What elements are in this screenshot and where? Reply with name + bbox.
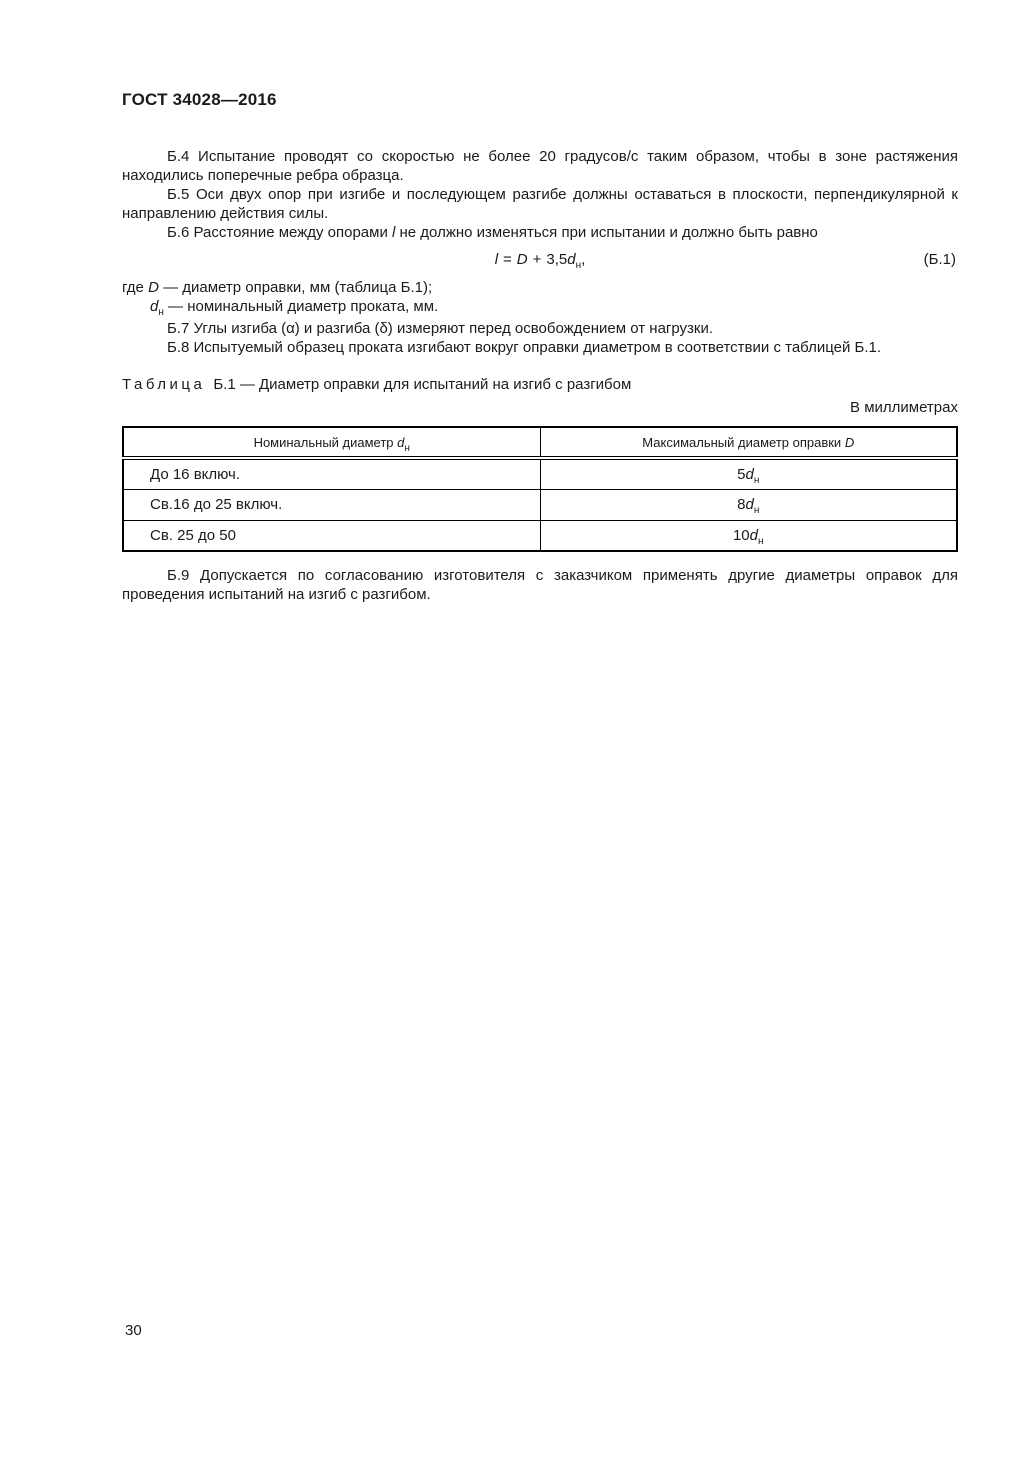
variable-d: d [150, 298, 159, 315]
table-caption-label: Таблица [122, 376, 206, 393]
formula-definitions [122, 278, 958, 316]
paragraph-b5: Б.5 Оси двух опор при изгибе и последующем разгибе должны оставаться в плоскости, перпендикулярной к направлению действия силы. [122, 186, 958, 222]
formula-expression [494, 251, 586, 271]
table-caption [122, 375, 958, 394]
page-number: 30 [125, 1322, 142, 1339]
range-cell: До 16 включ. [123, 458, 540, 489]
variable-d-subscript: н [158, 307, 164, 318]
table-row [123, 489, 957, 520]
formula-variable-l: l [494, 251, 499, 268]
value-cell [540, 458, 957, 489]
column-header-max-text: Максимальный диаметр оправки [642, 434, 845, 450]
range-cell: Св. 25 до 50 [150, 526, 236, 544]
definition-D-text: — диаметр оправки, мм (таблица Б.1); [158, 279, 433, 296]
table-b1 [122, 426, 958, 552]
column-header-subscript: н [404, 442, 410, 454]
formula-coefficient: 3,5 [546, 251, 568, 268]
plus-sign: + [532, 251, 542, 268]
paragraph-b9: Б.9 Допускается по согласованию изготовителя с заказчиком применять другие диаметры оправок для проведения испытаний на изгиб с разгибом. [122, 567, 958, 603]
value-subscript: н [753, 505, 760, 516]
column-header-variable-D: D [844, 434, 855, 450]
value-variable-d: d [749, 526, 758, 544]
document-title: ГОСТ 34028—2016 [122, 90, 277, 109]
value-coefficient: 8 [737, 496, 746, 513]
paragraph-b4: Б.4 Испытание проводят со скоростью не более 20 градусов/с таким образом, чтобы в зоне растяжения находились поперечные ребра образца. [122, 148, 958, 184]
value-coefficient: 5 [737, 465, 746, 483]
range-cell: Св.16 до 25 включ. [123, 489, 540, 520]
formula-number: (Б.1) [923, 251, 956, 268]
value-variable-d: d [745, 465, 754, 483]
variable-D: D [148, 279, 159, 296]
units-note: В миллиметрах [850, 399, 958, 416]
value-cell [540, 489, 957, 520]
paragraph-b6 [122, 223, 958, 242]
column-header-nominal-diameter-text: Номинальный диаметр [253, 434, 398, 450]
table-caption-text: Б.1 — Диаметр оправки для испытаний на изгиб с разгибом [213, 376, 632, 393]
column-header-max-mandrel-diameter [540, 427, 957, 458]
definition-dn-text: — номинальный диаметр проката, мм. [163, 298, 439, 315]
paragraph-b7: Б.7 Углы изгиба (α) и разгиба (δ) измеряют перед освобождением от нагрузки. [167, 320, 714, 337]
variable-l: l [392, 224, 396, 241]
value-variable-d: d [745, 496, 754, 513]
formula-b1 [122, 250, 958, 270]
value-cell [540, 520, 957, 551]
column-header-nominal-diameter [123, 427, 540, 458]
formula-variable-d: d [567, 251, 576, 268]
column-header-variable-d: d [397, 434, 405, 450]
value-subscript: н [753, 474, 760, 486]
equals-sign: = [503, 251, 512, 268]
value-subscript: н [758, 535, 764, 547]
value-coefficient: 10 [732, 526, 750, 544]
table-row [123, 520, 957, 551]
definition-D-prefix: где [122, 279, 149, 296]
formula-variable-D: D [516, 251, 528, 268]
paragraph-b8: Б.8 Испытуемый образец проката изгибают вокруг оправки диаметром в соответствии с таблицей Б.1. [167, 339, 882, 356]
definition-dn [122, 297, 958, 316]
formula-comma: , [581, 251, 586, 268]
table-row [123, 458, 957, 489]
definition-D [122, 278, 958, 297]
paragraph-b6-text-1: Б.6 Расстояние между опорами [167, 224, 392, 241]
paragraph-b6-text-2: не должно изменяться при испытании и должно быть равно [395, 224, 818, 241]
table-header-row [123, 427, 957, 458]
page-content [122, 90, 958, 604]
formula-subscript: н [575, 260, 582, 271]
